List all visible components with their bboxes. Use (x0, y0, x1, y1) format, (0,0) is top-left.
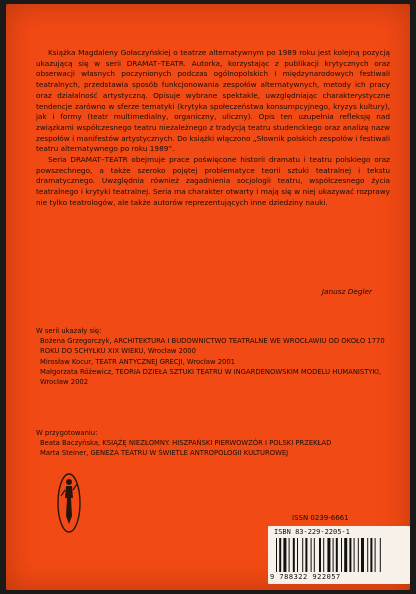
forthcoming-list (36, 428, 390, 459)
statue-logo-icon (56, 472, 82, 534)
series-list (36, 326, 390, 387)
forthcoming-item: Marta Steiner, GENEZA TEATRU W ŚWIETLE ANTROPOLOGII KULTUROWEJ (40, 449, 289, 458)
back-cover (6, 4, 410, 590)
blurb (36, 48, 390, 209)
forthcoming-heading: W przygotowaniu: (36, 429, 98, 437)
barcode-bars (276, 538, 402, 572)
series-item: Mirosław Kocur, TEATR ANTYCZNEJ GRECJI, Wrocław 2001 (40, 357, 235, 366)
blurb-paragraph-2: Seria DRAMAT–TEATR obejmuje prace poświęcone historii dramatu i teatru polskiego oraz powszechnego, a także szeroko pojętej problematyce teorii sztuki teatralnej i tekstu dramatycznego. Uwzględnia również zagadnienia socjologii teatru, współczesnego życia teatralnego i krytyki teatralnej. Seria ma charakter otwarty i mają się w niej ukazywać rozprawy nie tylko teatrologów, ale także autorów reprezentujących inne dziedziny nauki. (36, 155, 390, 207)
blurb-paragraph-1: Książka Magdaleny Gołaczyńskiej o teatrze alternatywnym po 1989 roku jest kolejną pozycją ukazującą się w serii DRAMAT–TEATR. Autorka, korzystając z publikacji krytycznych oraz obserwacji własnych poczynionych podczas ogólnopolskich i międzynarodowych festiwali teatralnych, przedstawia sposób funkcjonowania zespołów alternatywnych, metody ich pracy oraz działalność artystyczną. Opisuje wybrane spektakle, uwzględniając charakterystyczne tendencje zarówno w sferze tematyki (krytyka społeczeństwa konsumpcyjnego, kryzys kultury), jak i formy (teatr multimedialny, organiczny, uliczny). Opis ten uzupełnia refleksję nad związkami współczesnego teatru niezależnego z tradycją teatru studenckiego oraz analizę nazw zespołów i manifestów artystycznych. Do książki włączono „Słownik polskich zespołów i festiwali teatru alternatywnego po roku 1989”. (36, 48, 390, 154)
barcode-number: 9 788322 922057 (270, 573, 341, 581)
issn: ISSN 0239-6661 (292, 514, 349, 522)
series-item: Bożena Grzegorczyk, ARCHITEKTURA I BUDOWNICTWO TEATRALNE WE WROCŁAWIU OD OKOŁO 1770 ROKU DO SCHYŁKU XIX WIEKU, Wrocław 2000 (40, 337, 385, 356)
blurb-signature: Janusz Degler (321, 287, 372, 296)
forthcoming-item: Beata Baczyńska, KSIĄŻĘ NIEZŁOMNY. HISZPAŃSKI PIERWOWZÓR I POLSKI PRZEKŁAD (40, 439, 332, 448)
barcode (268, 526, 410, 584)
series-item: Małgorzata Różewicz, TEORIA DZIEŁA SZTUKI TEATRU W INGARDENOWSKIM MODELU HUMANISTYKI, Wrocław 2002 (40, 367, 382, 387)
series-heading: W serii ukazały się: (36, 327, 102, 335)
isbn: ISBN 83-229-2205-1 (274, 528, 350, 536)
